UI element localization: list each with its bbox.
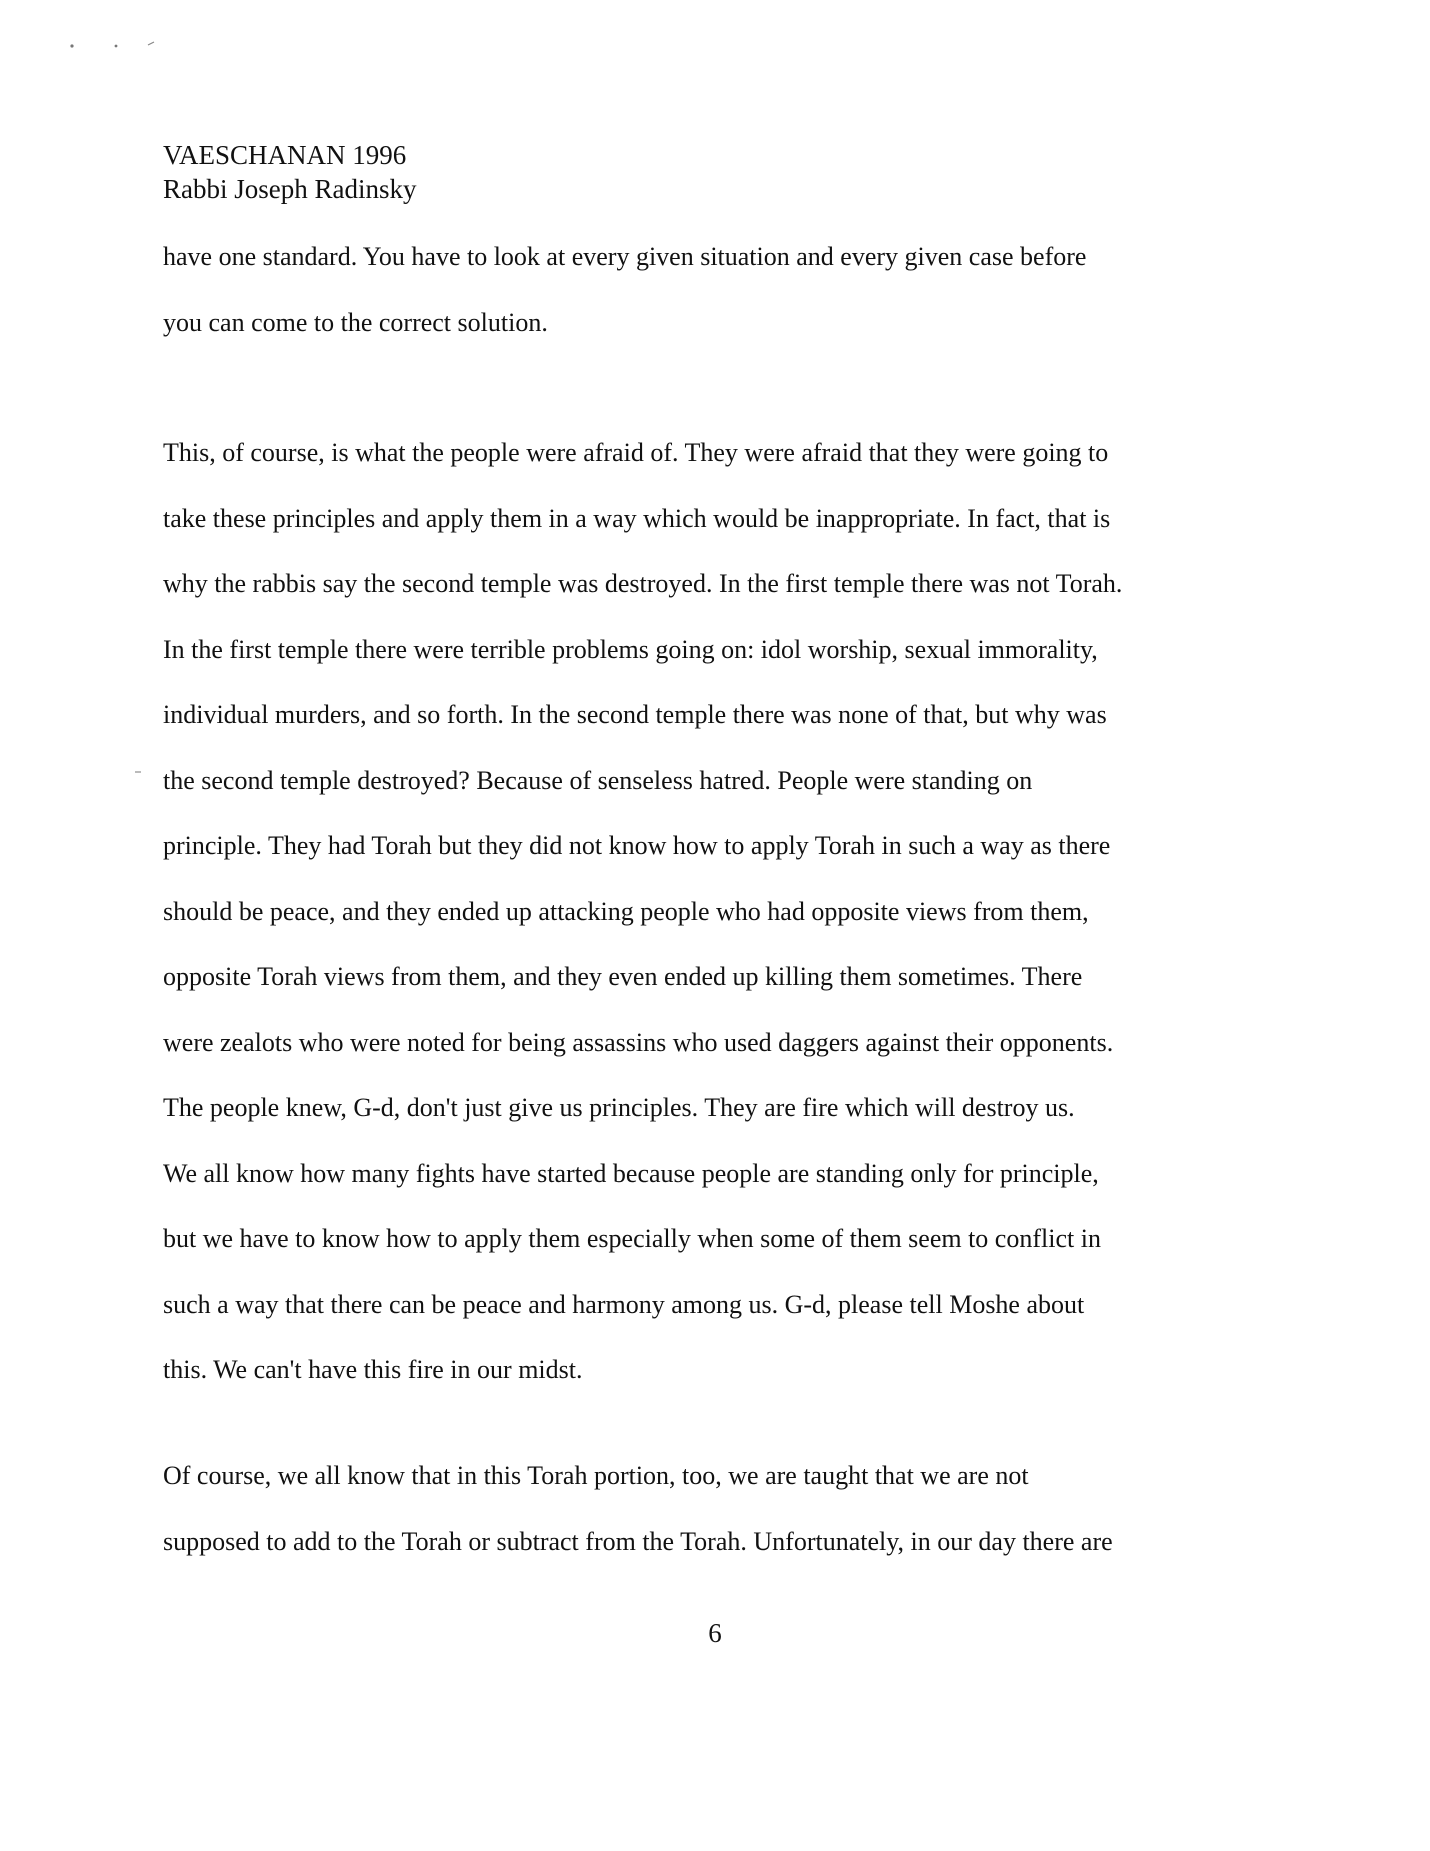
text-line: take these principles and apply them in a way which would be inappropriate. In fact, that is (163, 503, 1111, 533)
document-author: Rabbi Joseph Radinsky (163, 174, 417, 204)
text-line: This, of course, is what the people were afraid of. They were afraid that they were going to (163, 438, 1109, 467)
text-line: principle. They had Torah but they did not know how to apply Torah in such a way as there (163, 831, 1111, 860)
page-number: 6 (708, 1618, 722, 1648)
text-line: this. We can't have this fire in our midst. (163, 1355, 583, 1384)
text-line: have one standard. You have to look at every given situation and every given case before (163, 242, 1087, 271)
document-header (163, 138, 1263, 206)
text-line: such a way that there can be peace and harmony among us. G-d, please tell Moshe about (163, 1289, 1085, 1319)
text-line: In the first temple there were terrible problems going on: idol worship, sexual immorality, (163, 634, 1098, 664)
scan-specks (66, 40, 166, 50)
document-title: VAESCHANAN 1996 (163, 140, 407, 170)
text-line: should be peace, and they ended up attacking people who had opposite views from them, (163, 896, 1089, 926)
text-line: We all know how many fights have started because people are standing only for principle, (163, 1158, 1099, 1188)
text-line: but we have to know how to apply them especially when some of them seem to conflict in (163, 1224, 1101, 1253)
paragraph-1 (163, 224, 1273, 355)
text-line: Of course, we all know that in this Torah portion, too, we are taught that we are not (163, 1461, 1029, 1490)
scan-speck (115, 45, 118, 48)
text-line: individual murders, and so forth. In the second temple there was none of that, but why was (163, 700, 1107, 729)
text-line: opposite Torah views from them, and they even ended up killing them sometimes. There (163, 962, 1083, 991)
margin-mark (135, 771, 141, 773)
text-line: why the rabbis say the second temple was destroyed. In the first temple there was not Torah. (163, 569, 1123, 598)
text-line: the second temple destroyed? Because of senseless hatred. People were standing on (163, 765, 1033, 795)
text-line: supposed to add to the Torah or subtract from the Torah. Unfortunately, in our day there are (163, 1526, 1113, 1556)
text-line: you can come to the correct solution. (163, 307, 548, 337)
paragraph-2 (163, 420, 1273, 1403)
scan-speck (70, 44, 73, 47)
paragraph-3 (163, 1443, 1273, 1574)
scan-speck (148, 42, 154, 45)
text-line: The people knew, G-d, don't just give us principles. They are fire which will destroy us. (163, 1093, 1075, 1122)
text-line: were zealots who were noted for being assassins who used daggers against their opponents. (163, 1027, 1114, 1057)
